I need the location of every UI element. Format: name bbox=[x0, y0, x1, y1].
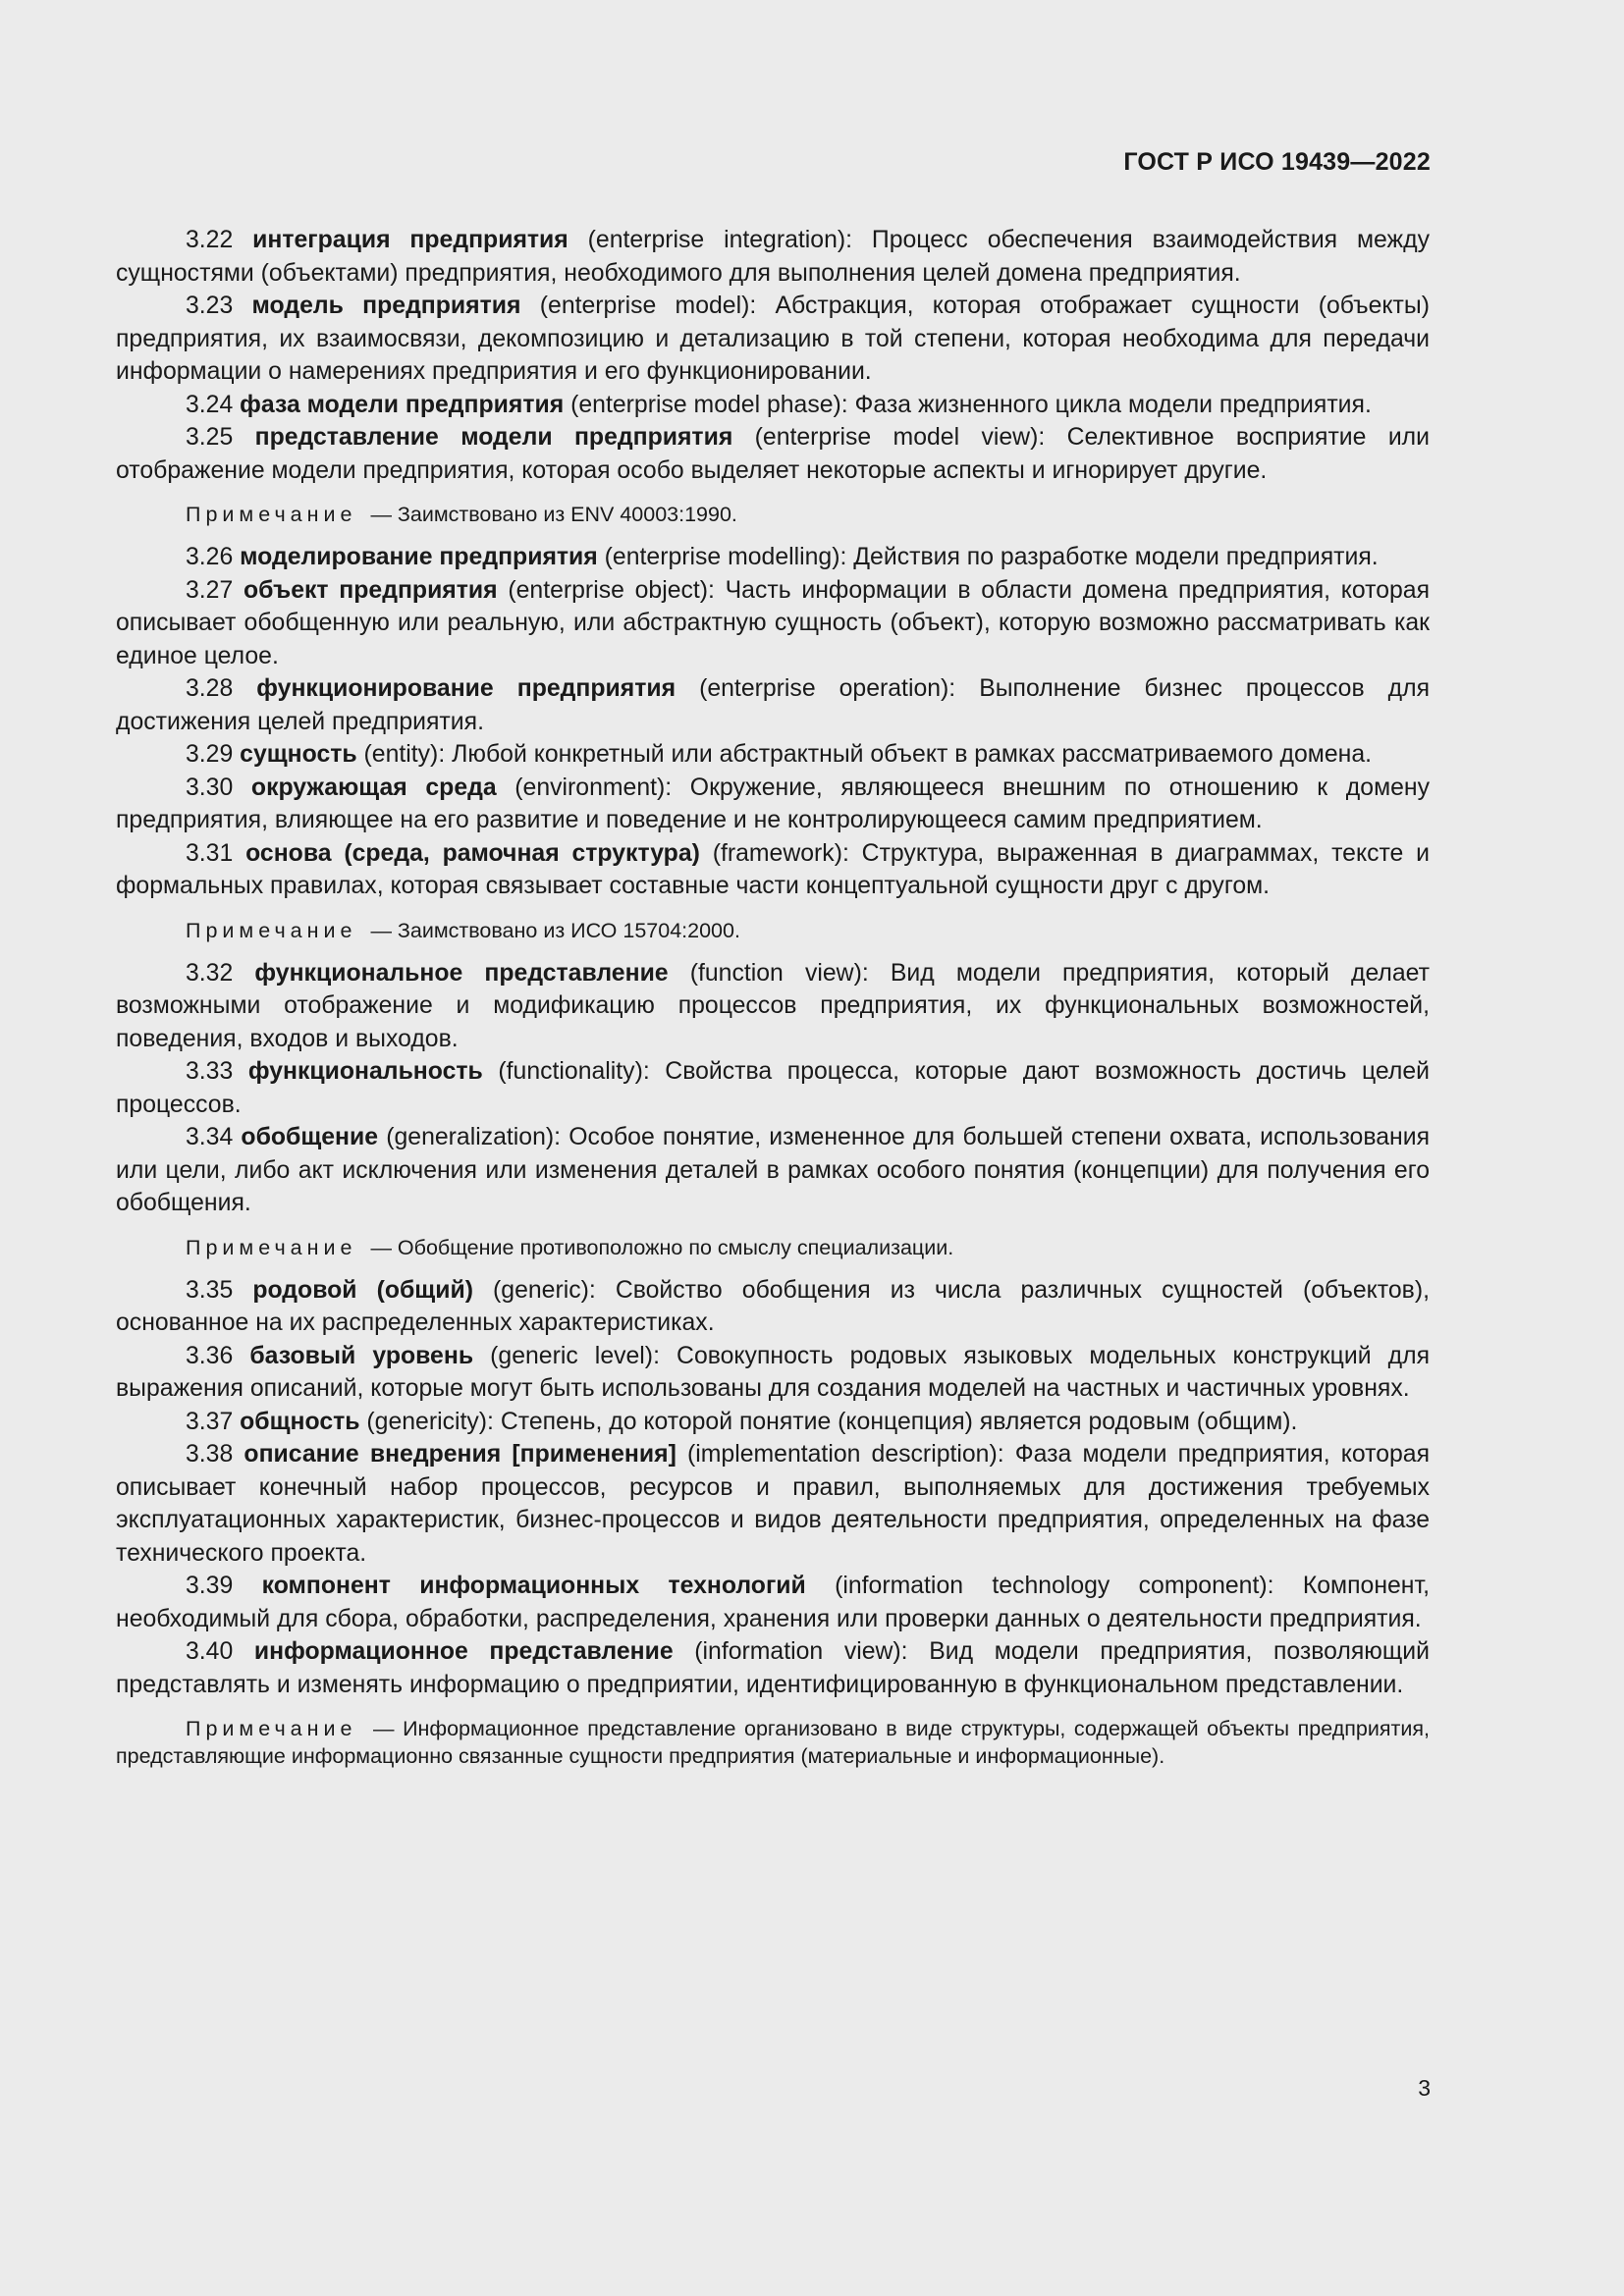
note-text: — Заимствовано из ИСО 15704:2000. bbox=[370, 918, 740, 942]
term-name: фаза модели предприятия bbox=[240, 391, 565, 418]
term-number: 3.35 bbox=[186, 1276, 234, 1304]
term-entry bbox=[116, 541, 1430, 574]
term-number: 3.24 bbox=[186, 391, 234, 418]
term-definition: (environment): Окружение, являющееся внешним по отношению к домену предприятия, влияющее на его развитие и поведение и не контролирующееся самим предприятием. bbox=[116, 774, 1430, 833]
term-number: 3.36 bbox=[186, 1342, 234, 1369]
term-definition: (generalization): Особое понятие, измененное для большей степени охвата, использования или цели, либо акт исключения или изменения деталей в рамках особого понятия (концепции) для получения его обобщения. bbox=[116, 1124, 1430, 1216]
term-name: сущность bbox=[240, 741, 357, 768]
term-name: функциональность bbox=[247, 1058, 483, 1085]
note bbox=[116, 917, 1430, 944]
term-definition: (functionality): Свойства процесса, которые дают возможность достичь целей процессов. bbox=[116, 1058, 1430, 1118]
note bbox=[116, 1234, 1430, 1261]
term-definition: (enterprise modelling): Действия по разработке модели предприятия. bbox=[597, 544, 1379, 570]
note-text: — Заимствовано из ENV 40003:1990. bbox=[370, 503, 737, 526]
term-definition: (entity): Любой конкретный или абстрактный объект в рамках рассматриваемого домена. bbox=[356, 741, 1373, 768]
term-number: 3.39 bbox=[186, 1573, 234, 1599]
note-text: — Информационное представление организовано в виде структуры, содержащей объекты предприятия, представляющие информационно связанные сущности предприятия (материальные и информационные). bbox=[116, 1717, 1430, 1768]
term-name: компонент информационных технологий bbox=[261, 1573, 806, 1599]
term-entry bbox=[116, 574, 1430, 673]
term-definition: (enterprise model phase): Фаза жизненного цикла модели предприятия. bbox=[564, 391, 1372, 418]
term-entry bbox=[116, 290, 1430, 389]
term-number: 3.23 bbox=[186, 293, 234, 319]
term-definition: (enterprise integration): Процесс обеспечения взаимодействия между сущностями (объектами) предприятия, необходимого для выполнения целей домена предприятия. bbox=[116, 227, 1430, 287]
term-name: моделирование предприятия bbox=[240, 544, 598, 570]
term-entry bbox=[116, 1055, 1430, 1121]
term-definition: (enterprise model): Абстракция, которая отображает сущности (объекты) предприятия, их взаимосвязи, декомпозицию и детализацию в той степени, которая необходима для передачи информации о намерениях предприятия и его функционировании. bbox=[116, 293, 1430, 385]
note-text: — Обобщение противоположно по смыслу специализации. bbox=[370, 1235, 954, 1259]
term-number: 3.31 bbox=[186, 839, 234, 867]
term-number: 3.30 bbox=[186, 774, 234, 801]
page-number: 3 bbox=[1418, 2075, 1431, 2101]
term-definition: (enterprise operation): Выполнение бизнес процессов для достижения целей предприятия. bbox=[116, 675, 1430, 735]
document-body bbox=[116, 224, 1430, 1783]
term-number: 3.40 bbox=[186, 1638, 234, 1665]
term-name: базовый уровень bbox=[249, 1342, 474, 1369]
term-definition: (generic level): Совокупность родовых языковых модельных конструкций для выражения описаний, которые могут быть использованы для создания моделей на частных и частичных уровнях. bbox=[116, 1342, 1430, 1402]
term-entry bbox=[116, 672, 1430, 738]
note-label: Примечание bbox=[186, 1717, 357, 1740]
term-entry bbox=[116, 957, 1430, 1056]
term-number: 3.27 bbox=[186, 576, 234, 604]
term-name: функциональное представление bbox=[254, 959, 669, 987]
note-label: Примечание bbox=[186, 1235, 357, 1259]
document-header: ГОСТ Р ИСО 19439—2022 bbox=[1123, 148, 1431, 176]
term-name: родовой (общий) bbox=[252, 1276, 473, 1304]
term-name: представление модели предприятия bbox=[254, 424, 733, 451]
term-definition: (enterprise model view): Селективное восприятие или отображение модели предприятия, которая особо выделяет некоторые аспекты и игнорирует другие. bbox=[116, 424, 1430, 484]
note-label: Примечание bbox=[186, 503, 357, 526]
term-definition: (generic): Свойство обобщения из числа различных сущностей (объектов), основанное на их распределенных характеристиках. bbox=[116, 1276, 1430, 1336]
term-definition: (function view): Вид модели предприятия, который делает возможными отображение и модификацию процессов предприятия, их функциональных возможностей, поведения, входов и выходов. bbox=[116, 959, 1431, 1052]
term-entry bbox=[116, 421, 1430, 487]
term-entry bbox=[116, 1570, 1430, 1635]
term-name: интеграция предприятия bbox=[252, 227, 568, 253]
term-number: 3.28 bbox=[186, 675, 234, 702]
term-name: описание внедрения [применения] bbox=[244, 1441, 677, 1468]
term-number: 3.38 bbox=[186, 1441, 234, 1468]
term-number: 3.22 bbox=[186, 227, 234, 253]
term-name: обобщение bbox=[241, 1124, 379, 1150]
term-entry bbox=[116, 772, 1430, 837]
term-number: 3.26 bbox=[186, 544, 234, 570]
term-definition: (framework): Структура, выраженная в диаграммах, тексте и формальных правилах, которая связывает составные части концептуальной сущности друг с другом. bbox=[116, 839, 1431, 899]
term-entry bbox=[116, 1406, 1430, 1439]
term-number: 3.34 bbox=[186, 1124, 234, 1150]
term-definition: (genericity): Степень, до которой понятие (концепция) является родовым (общим). bbox=[359, 1408, 1298, 1435]
term-number: 3.37 bbox=[186, 1408, 234, 1435]
term-entry bbox=[116, 224, 1430, 290]
note bbox=[116, 501, 1430, 528]
term-entry bbox=[116, 738, 1430, 772]
term-entry bbox=[116, 837, 1430, 903]
term-number: 3.29 bbox=[186, 741, 234, 768]
term-name: модель предприятия bbox=[251, 293, 521, 319]
term-name: окружающая среда bbox=[250, 774, 497, 801]
term-name: основа (среда, рамочная структура) bbox=[245, 839, 700, 867]
note-label: Примечание bbox=[186, 918, 357, 942]
term-name: функционирование предприятия bbox=[256, 675, 677, 702]
term-number: 3.33 bbox=[186, 1058, 234, 1085]
term-number: 3.32 bbox=[186, 959, 234, 987]
term-number: 3.25 bbox=[186, 424, 234, 451]
note bbox=[116, 1715, 1430, 1770]
term-definition: (information view): Вид модели предприятия, позволяющий представлять и изменять информацию о предприятии, идентифицированную в функциональном представлении. bbox=[116, 1638, 1431, 1698]
term-definition: (implementation description): Фаза модели предприятия, которая описывает конечный набор процессов, ресурсов и правил, выполняемых для достижения требуемых эксплуатационных характеристик, бизнес-процессов и видов деятельности предприятия, определенных на фазе технического проекта. bbox=[116, 1441, 1430, 1567]
term-definition: (enterprise object): Часть информации в области домена предприятия, которая описывает обобщенную или реальную, или абстрактную сущность (объект), которую возможно рассматривать как единое целое. bbox=[116, 576, 1430, 669]
term-name: информационное представление bbox=[253, 1638, 674, 1665]
term-definition: (information technology component): Компонент, необходимый для сбора, обработки, распределения, хранения или проверки данных о деятельности предприятия. bbox=[116, 1573, 1430, 1632]
term-entry bbox=[116, 389, 1430, 422]
term-entry bbox=[116, 1340, 1430, 1406]
term-name: общность bbox=[240, 1408, 360, 1435]
term-entry bbox=[116, 1274, 1430, 1340]
term-entry bbox=[116, 1121, 1430, 1220]
term-entry bbox=[116, 1438, 1430, 1570]
term-entry bbox=[116, 1635, 1430, 1701]
term-name: объект предприятия bbox=[244, 576, 498, 604]
